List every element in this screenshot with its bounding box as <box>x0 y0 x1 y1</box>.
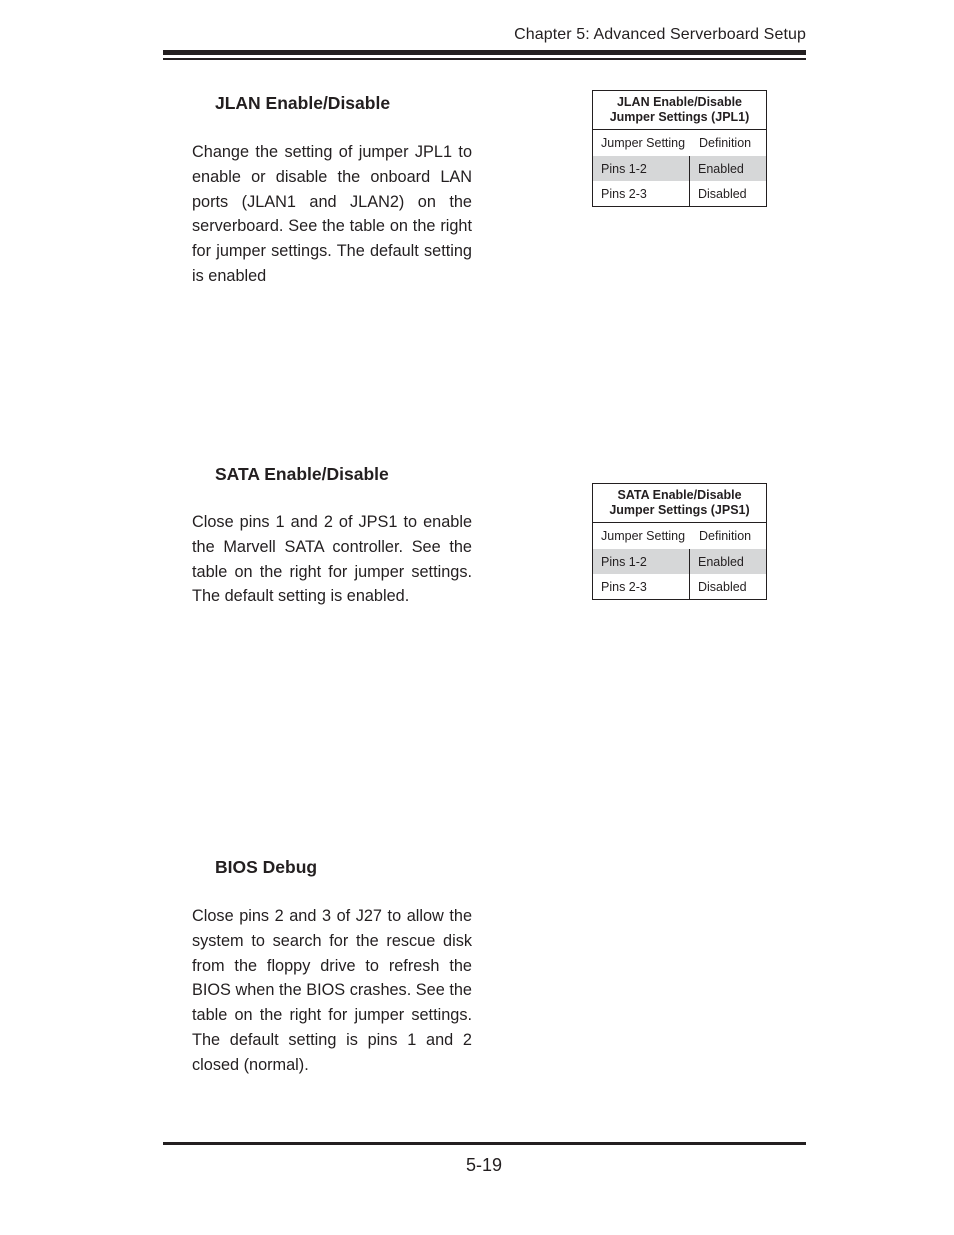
jlan-jumper-table <box>592 90 767 207</box>
jlan-section-title: JLAN Enable/Disable <box>215 93 391 113</box>
jlan-table-col-setting: Jumper Setting <box>601 136 686 150</box>
table-cell-definition: Disabled <box>698 579 747 594</box>
chapter-header: Chapter 5: Advanced Serverboard Setup <box>514 26 806 43</box>
table-cell-definition: Enabled <box>698 161 744 176</box>
sata-table-col-setting: Jumper Setting <box>601 529 686 543</box>
table-cell-definition: Enabled <box>698 554 744 569</box>
jlan-table-col-definition: Definition <box>699 136 752 150</box>
table-row <box>593 181 766 206</box>
table-row <box>593 549 766 574</box>
table-cell-definition: Disabled <box>698 186 747 201</box>
sata-table-title <box>593 484 766 523</box>
footer-rule <box>163 1142 806 1145</box>
sata-table-title-line2: Jumper Settings (JPS1) <box>609 503 750 517</box>
table-row <box>593 574 766 599</box>
header-rule-thin <box>163 58 806 60</box>
bios-section-body: Close pins 2 and 3 of J27 to allow the system to search for the rescue disk from the floppy drive to refresh the BIOS when the BIOS crashes. See the table on the right for jumper settings. The default setting is pins 1 and 2 closed (normal). <box>192 907 472 1074</box>
sata-section-body: Close pins 1 and 2 of JPS1 to enable the Marvell SATA controller. See the table on the right for jumper settings. The default setting is enabled. <box>192 513 472 606</box>
jlan-table-title-line1: JLAN Enable/Disable <box>616 95 743 109</box>
jlan-section-body: Change the setting of jumper JPL1 to enable or disable the onboard LAN ports (JLAN1 and JLAN2) on the serverboard. See the table on the right for jumper settings. The default setting is enabled <box>192 143 472 285</box>
sata-section-title: SATA Enable/Disable <box>215 464 389 484</box>
table-cell-setting: Pins 2-3 <box>593 574 690 599</box>
table-cell-setting: Pins 1-2 <box>593 156 690 181</box>
header-rule-thick <box>163 50 806 55</box>
table-row <box>593 156 766 181</box>
sata-jumper-table <box>592 483 767 600</box>
jlan-table-title-line2: Jumper Settings (JPL1) <box>609 110 750 124</box>
sata-table-title-line1: SATA Enable/Disable <box>617 488 742 502</box>
sata-table-col-definition: Definition <box>699 529 752 543</box>
bios-section-title: BIOS Debug <box>215 857 318 877</box>
table-cell-setting: Pins 1-2 <box>593 549 690 574</box>
jlan-table-header-row <box>593 130 766 156</box>
sata-table-header-row <box>593 523 766 549</box>
page-number: 5-19 <box>465 1155 503 1175</box>
table-cell-setting: Pins 2-3 <box>593 181 690 206</box>
jlan-table-title <box>593 91 766 130</box>
